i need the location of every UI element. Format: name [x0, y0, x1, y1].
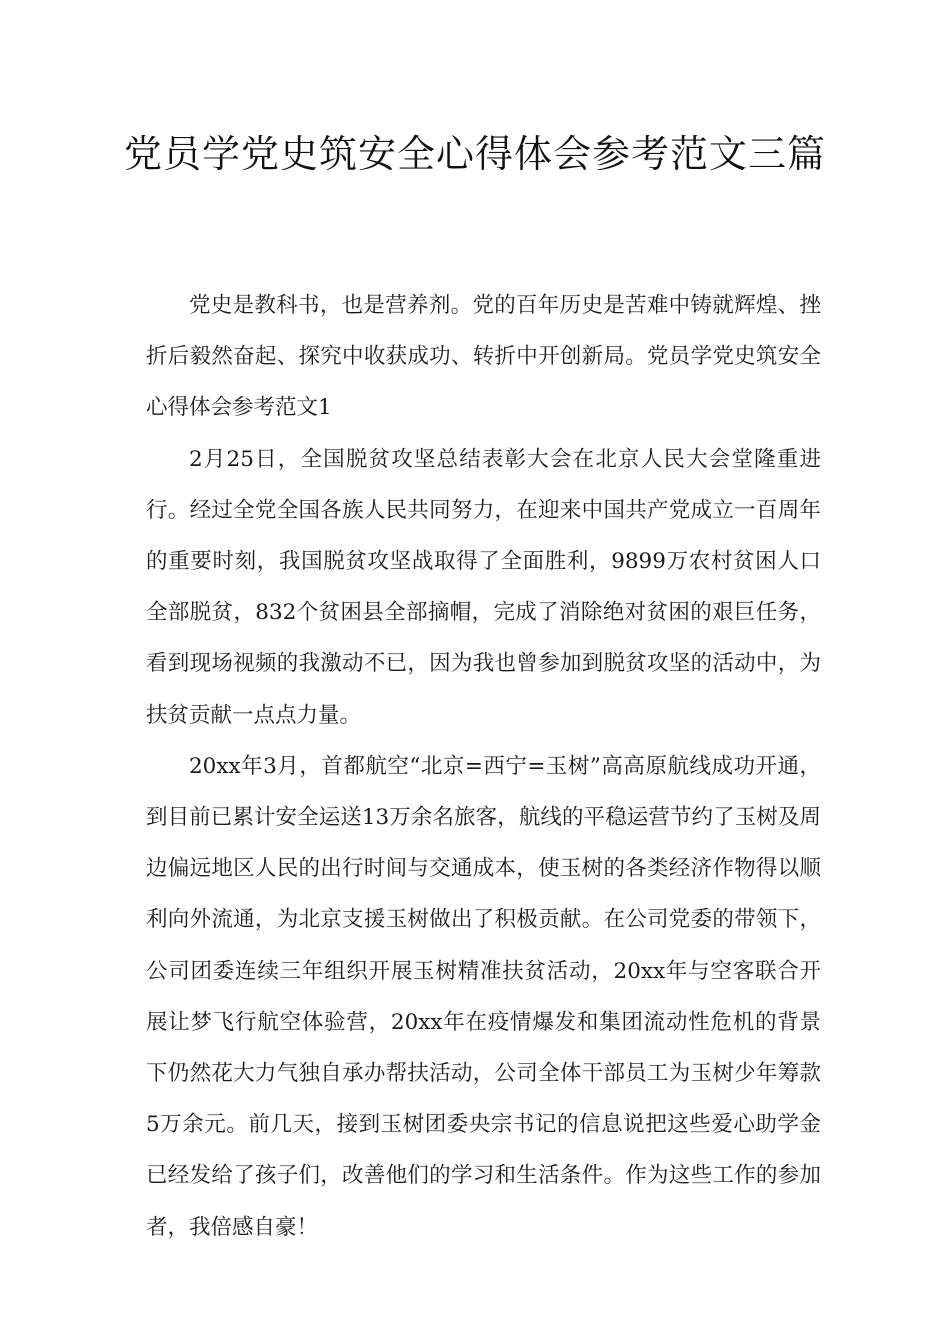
document-body [146, 280, 821, 1253]
paragraph-yushu-airline: 20xx年3月，首都航空“北京=西宁=玉树”高高原航线成功开通，到目前已累计安全运送13万余名旅客，航线的平稳运营节约了玉树及周边偏远地区人民的出行时间与交通成本，使玉树的各类经济作物得以顺利向外流通，为北京支援玉树做出了积极贡献。在公司党委的带领下，公司团委连续三年组织开展玉树精准扶贫活动，20xx年与空客联合开展让梦飞行航空体验营，20xx年在疫情爆发和集团流动性危机的背景下仍然花大力气独自承办帮扶活动，公司全体干部员工为玉树少年筹款5万余元。前几天，接到玉树团委央宗书记的信息说把这些爱心助学金已经发给了孩子们，改善他们的学习和生活条件。作为这些工作的参加者，我倍感自豪！ [146, 753, 821, 1240]
paragraph-poverty-alleviation: 2月25日，全国脱贫攻坚总结表彰大会在北京人民大会堂隆重进行。经过全党全国各族人民共同努力，在迎来中国共产党成立一百周年的重要时刻，我国脱贫攻坚战取得了全面胜利，9899万农村贫困人口全部脱贫，832个贫困县全部摘帽，完成了消除绝对贫困的艰巨任务，看到现场视频的我激动不已，因为我也曾参加到脱贫攻坚的活动中，为扶贫贡献一点点力量。 [146, 446, 821, 728]
document-title: 党员学党史筑安全心得体会参考范文三篇 [123, 132, 826, 176]
paragraph-intro: 党史是教科书，也是营养剂。党的百年历史是苦难中铸就辉煌、挫折后毅然奋起、探究中收获成功、转折中开创新局。党员学党史筑安全心得体会参考范文1 [146, 293, 821, 421]
